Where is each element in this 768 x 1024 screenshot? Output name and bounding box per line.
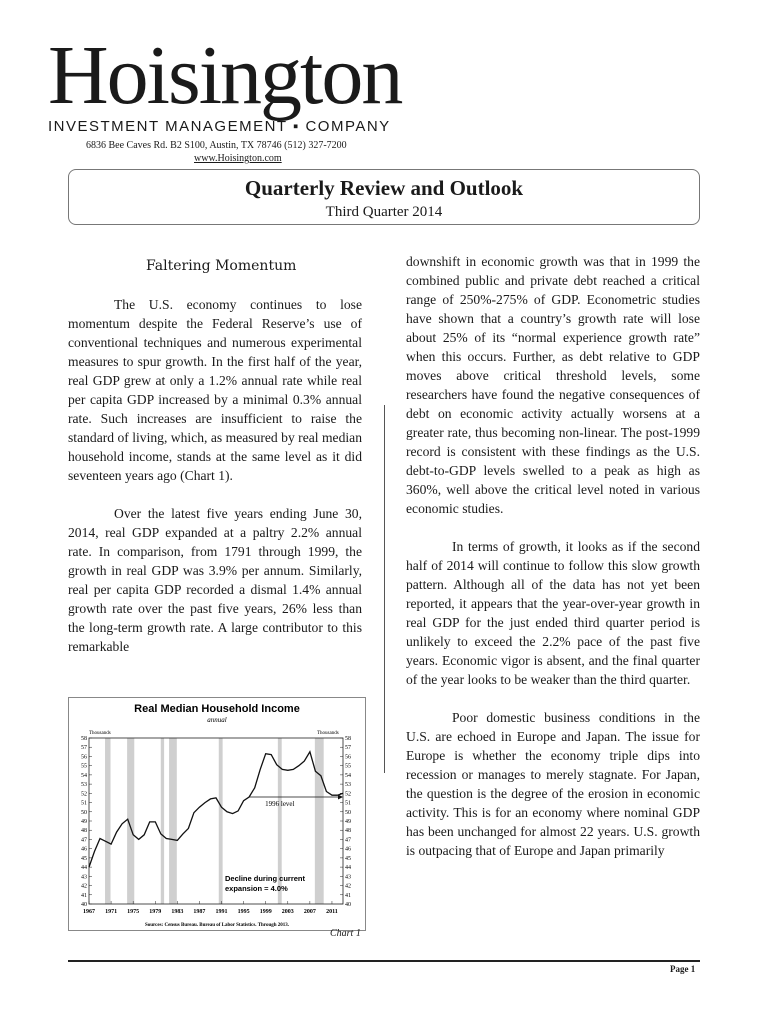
y-tick-label-left: 42 bbox=[81, 883, 87, 890]
chart-subtitle: annual bbox=[207, 716, 227, 724]
y-tick-label-left: 50 bbox=[81, 809, 87, 816]
y-tick-label-right: 40 bbox=[345, 902, 351, 908]
x-tick-label: 1975 bbox=[127, 909, 140, 915]
unit-right: Thousands bbox=[317, 731, 339, 736]
company-address: 6836 Bee Caves Rd. B2 S100, Austin, TX 78746 (512) 327-7200 bbox=[86, 140, 347, 151]
column-divider bbox=[384, 405, 385, 773]
page-number: Page 1 bbox=[670, 964, 696, 974]
y-tick-label-right: 55 bbox=[345, 763, 351, 770]
x-tick-label: 2007 bbox=[303, 909, 316, 915]
chart-source: Sources: Census Bureau. Bureau of Labor Statistics. Through 2013. bbox=[144, 923, 290, 928]
report-subtitle: Third Quarter 2014 bbox=[325, 204, 443, 220]
y-tick-label-right: 51 bbox=[345, 800, 351, 807]
right-column bbox=[406, 252, 700, 879]
x-tick-label: 1971 bbox=[105, 909, 118, 915]
y-tick-label-right: 56 bbox=[345, 754, 351, 761]
paragraph: Poor domestic business conditions in the U.S. are echoed in Europe and Japan. The issue for Europe is whether the economy triple dips into recession or manages to merely stagnate. For Japan, the question is the degree of the erosion in economic activity. This is for an economy where nominal GDP has been unchanged for almost 22 years. U.S. growth is outpacing that of Europe and Japan primarily bbox=[406, 710, 700, 858]
left-column bbox=[68, 295, 362, 675]
recession-band bbox=[105, 738, 111, 904]
y-tick-label-right: 45 bbox=[345, 855, 351, 862]
y-tick-label-right: 52 bbox=[345, 791, 351, 798]
y-tick-label-right: 41 bbox=[345, 892, 351, 899]
x-tick-label: 1987 bbox=[193, 909, 206, 915]
y-tick-label-right: 58 bbox=[345, 736, 351, 742]
y-tick-label-right: 42 bbox=[345, 883, 351, 890]
y-tick-label-left: 48 bbox=[81, 828, 87, 835]
y-tick-label-left: 43 bbox=[81, 874, 87, 881]
x-tick-label: 1983 bbox=[171, 909, 184, 915]
y-tick-label-right: 54 bbox=[345, 772, 351, 779]
y-tick-label-left: 49 bbox=[81, 819, 87, 825]
x-tick-label: 2011 bbox=[326, 909, 338, 915]
x-tick-label: 1991 bbox=[215, 909, 228, 915]
chart-caption: Chart 1 bbox=[330, 928, 361, 939]
recession-band bbox=[219, 738, 223, 904]
y-tick-label-right: 49 bbox=[345, 819, 351, 825]
recession-band bbox=[169, 738, 177, 904]
x-tick-label: 2003 bbox=[281, 909, 294, 915]
recession-band bbox=[315, 738, 324, 904]
decline-annotation-1: Decline during current bbox=[225, 874, 306, 883]
x-tick-label: 1999 bbox=[259, 909, 272, 915]
y-tick-label-right: 47 bbox=[345, 837, 351, 844]
y-tick-label-left: 56 bbox=[81, 754, 87, 761]
paragraph: In terms of growth, it looks as if the second half of 2014 will continue to follow this slow growth pattern. Although all of the data has not yet been reported, it appears that the year-over-year growth in real GDP for the just ended third quarter period is unlikely to exceed the 2.2% pace of the past five years. Economic vigor is absent, and the final quarter of the year looks to be weaker than the third quarter. bbox=[406, 539, 700, 687]
y-tick-label-left: 51 bbox=[81, 800, 87, 807]
paragraph: downshift in economic growth was that in 1999 the combined public and private debt reached a critical range of 250%-275% of GDP. Econometric studies have shown that a country’s growth rate will lose about 25% of its “normal experience growth rate” when this occurs. Further, as debt relative to GDP moves above critical threshold levels, some researchers have found the negative consequences of debt on economic activity actually worsens at a greater rate, thus becoming non-linear. The post-1999 record is consistent with these findings as the U.S. debt-to-GDP levels swelled to a peak as high as 360%, well above the critical level noted in various economic studies. bbox=[406, 254, 700, 516]
level-annotation: 1996 level bbox=[265, 800, 295, 809]
y-tick-label-left: 57 bbox=[81, 745, 87, 752]
y-tick-label-left: 47 bbox=[81, 837, 87, 844]
y-tick-label-left: 53 bbox=[81, 782, 87, 789]
paragraph: Over the latest five years ending June 30, 2014, real GDP expanded at a paltry 2.2% annual rate. In comparison, from 1791 through 1999, the growth in real GDP was 3.9% per annum. Similarly, real per capita GDP recorded a dismal 1.4% annual growth rate over the past five years, 26% less than the long-term growth rate. A large contributor to this remarkable bbox=[68, 506, 362, 654]
y-tick-label-right: 43 bbox=[345, 874, 351, 881]
y-tick-label-left: 40 bbox=[81, 902, 87, 908]
y-tick-label-right: 50 bbox=[345, 809, 351, 816]
logo-wordmark: Hoisington bbox=[48, 29, 402, 122]
logo-subtitle: INVESTMENT MANAGEMENT ▪ COMPANY bbox=[48, 118, 391, 135]
y-tick-label-left: 55 bbox=[81, 763, 87, 770]
footer-rule bbox=[68, 960, 700, 962]
y-tick-label-left: 45 bbox=[81, 855, 87, 862]
y-tick-label-left: 46 bbox=[81, 846, 87, 853]
level-arrowhead bbox=[338, 795, 343, 800]
chart-container bbox=[68, 697, 366, 931]
company-logo bbox=[48, 29, 448, 135]
y-tick-label-right: 57 bbox=[345, 745, 351, 752]
x-tick-label: 1979 bbox=[149, 909, 162, 915]
y-tick-label-right: 44 bbox=[345, 865, 351, 872]
section-heading: Faltering Momentum bbox=[146, 258, 297, 274]
recession-band bbox=[161, 738, 164, 904]
report-title: Quarterly Review and Outlook bbox=[244, 176, 524, 200]
chart-title: Real Median Household Income bbox=[134, 703, 300, 715]
decline-annotation-2: expansion = 4.0% bbox=[225, 884, 288, 893]
y-tick-label-right: 46 bbox=[345, 846, 351, 853]
x-tick-label: 1995 bbox=[237, 909, 250, 915]
y-tick-label-right: 48 bbox=[345, 828, 351, 835]
y-tick-label-left: 54 bbox=[81, 772, 87, 779]
y-tick-label-left: 58 bbox=[81, 736, 87, 742]
unit-left: Thousands bbox=[89, 731, 111, 736]
paragraph: The U.S. economy continues to lose momentum despite the Federal Reserve’s use of conventional techniques and numerous experimental measures to spur growth. In the first half of the year, real GDP grew at only a 1.2% annual rate while real per capita GDP increased by a minimal 0.3% annual rate. Such increases are insufficient to raise the standard of living, which, as measured by real median household income, stands at the same level as it did seventeen years ago (Chart 1). bbox=[68, 297, 362, 483]
x-tick-label: 1967 bbox=[83, 909, 95, 915]
y-tick-label-left: 52 bbox=[81, 791, 87, 798]
company-url[interactable]: www.Hoisington.com bbox=[194, 153, 282, 164]
y-tick-label-left: 44 bbox=[81, 865, 87, 872]
title-box bbox=[68, 169, 700, 225]
y-tick-label-left: 41 bbox=[81, 892, 87, 899]
y-tick-label-right: 53 bbox=[345, 782, 351, 789]
income-chart bbox=[69, 698, 365, 930]
